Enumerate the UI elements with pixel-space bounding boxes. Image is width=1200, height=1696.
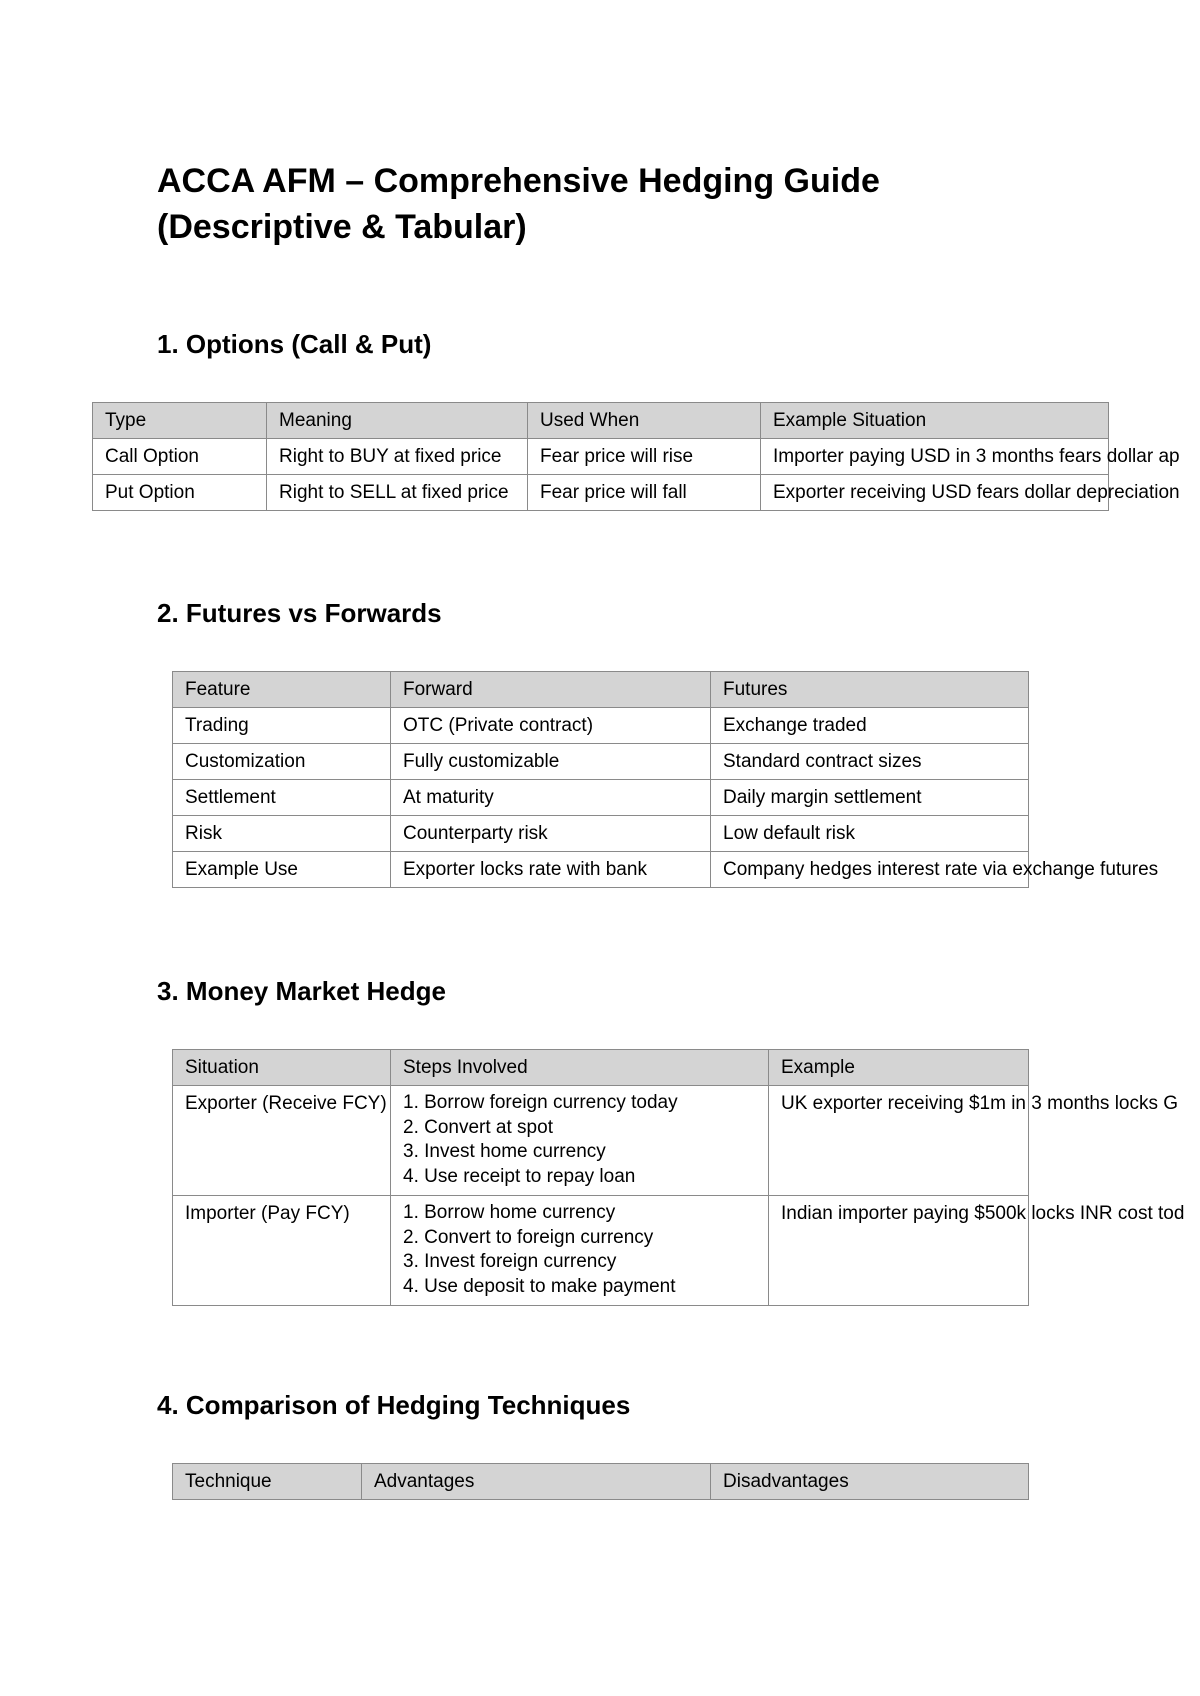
table-header-row [173, 672, 1029, 708]
column-header: Meaning [267, 403, 528, 439]
table-row [173, 780, 1029, 816]
column-header: Situation [173, 1050, 391, 1086]
table-cell: Fear price will fall [528, 475, 761, 511]
page-title-line-1: ACCA AFM – Comprehensive Hedging Guide [157, 162, 880, 200]
column-header: Disadvantages [711, 1464, 1029, 1500]
step-item: 3. Invest home currency [403, 1141, 606, 1162]
step-item: 3. Invest foreign currency [403, 1251, 617, 1272]
table-header-row [173, 1464, 1029, 1500]
page-title [157, 158, 880, 250]
table-row [173, 744, 1029, 780]
step-item: 1. Borrow home currency [403, 1202, 616, 1223]
column-header: Type [93, 403, 267, 439]
section-heading-options: 1. Options (Call & Put) [157, 329, 432, 359]
table-row [173, 816, 1029, 852]
table-cell: Exporter receiving USD fears dollar depreciation [761, 475, 1109, 511]
column-header: Forward [391, 672, 711, 708]
section-heading-futures-forwards: 2. Futures vs Forwards [157, 598, 442, 628]
table-cell: Daily margin settlement [711, 780, 1029, 816]
table-cell: Call Option [93, 439, 267, 475]
table-row [173, 852, 1029, 888]
section-heading-comparison: 4. Comparison of Hedging Techniques [157, 1390, 631, 1420]
table-row [173, 1086, 1029, 1196]
table-cell: Standard contract sizes [711, 744, 1029, 780]
table-cell: Example Use [173, 852, 391, 888]
step-item: 2. Convert to foreign currency [403, 1226, 654, 1248]
table-cell-steps [391, 1086, 769, 1196]
table-cell: Fully customizable [391, 744, 711, 780]
table-row [93, 475, 1109, 511]
column-header: Example Situation [761, 403, 1109, 439]
table-cell: Trading [173, 708, 391, 744]
column-header: Steps Involved [391, 1050, 769, 1086]
table-cell: OTC (Private contract) [391, 708, 711, 744]
table-cell: Importer (Pay FCY) [173, 1196, 391, 1306]
column-header: Advantages [362, 1464, 711, 1500]
page-title-line-2: (Descriptive & Tabular) [157, 208, 527, 246]
table-row [173, 708, 1029, 744]
futures-forwards-table [172, 671, 1159, 888]
table-cell: Counterparty risk [391, 816, 711, 852]
money-market-table [172, 1049, 1185, 1306]
table-cell: Low default risk [711, 816, 1029, 852]
section-heading-money-market: 3. Money Market Hedge [157, 976, 446, 1006]
step-item: 4. Use deposit to make payment [403, 1275, 676, 1297]
table-row [173, 1196, 1029, 1306]
step-item: 1. Borrow foreign currency today [403, 1092, 678, 1113]
column-header: Technique [173, 1464, 362, 1500]
table-row [93, 439, 1109, 475]
column-header: Feature [173, 672, 391, 708]
column-header: Futures [711, 672, 1029, 708]
table-cell: At maturity [391, 780, 711, 816]
table-header-row [93, 403, 1109, 439]
table-cell: Settlement [173, 780, 391, 816]
table-cell-steps [391, 1196, 769, 1306]
table-cell: Right to SELL at fixed price [267, 475, 528, 511]
table-cell: Fear price will rise [528, 439, 761, 475]
table-cell: UK exporter receiving $1m in 3 months locks G [769, 1086, 1029, 1196]
table-header-row [173, 1050, 1029, 1086]
table-cell: Exporter locks rate with bank [391, 852, 711, 888]
column-header: Used When [528, 403, 761, 439]
table-cell: Exchange traded [711, 708, 1029, 744]
table-cell: Indian importer paying $500k locks INR cost tod [769, 1196, 1029, 1306]
table-cell: Risk [173, 816, 391, 852]
options-table [92, 402, 1180, 511]
step-item: 2. Convert at spot [403, 1116, 553, 1138]
table-cell: Put Option [93, 475, 267, 511]
comparison-table [172, 1463, 1029, 1500]
table-cell: Company hedges interest rate via exchange futures [711, 852, 1029, 888]
step-item: 4. Use receipt to repay loan [403, 1165, 636, 1187]
table-cell: Right to BUY at fixed price [267, 439, 528, 475]
table-cell: Exporter (Receive FCY) [173, 1086, 391, 1196]
table-cell: Importer paying USD in 3 months fears dollar ap [761, 439, 1109, 475]
column-header: Example [769, 1050, 1029, 1086]
table-cell: Customization [173, 744, 391, 780]
